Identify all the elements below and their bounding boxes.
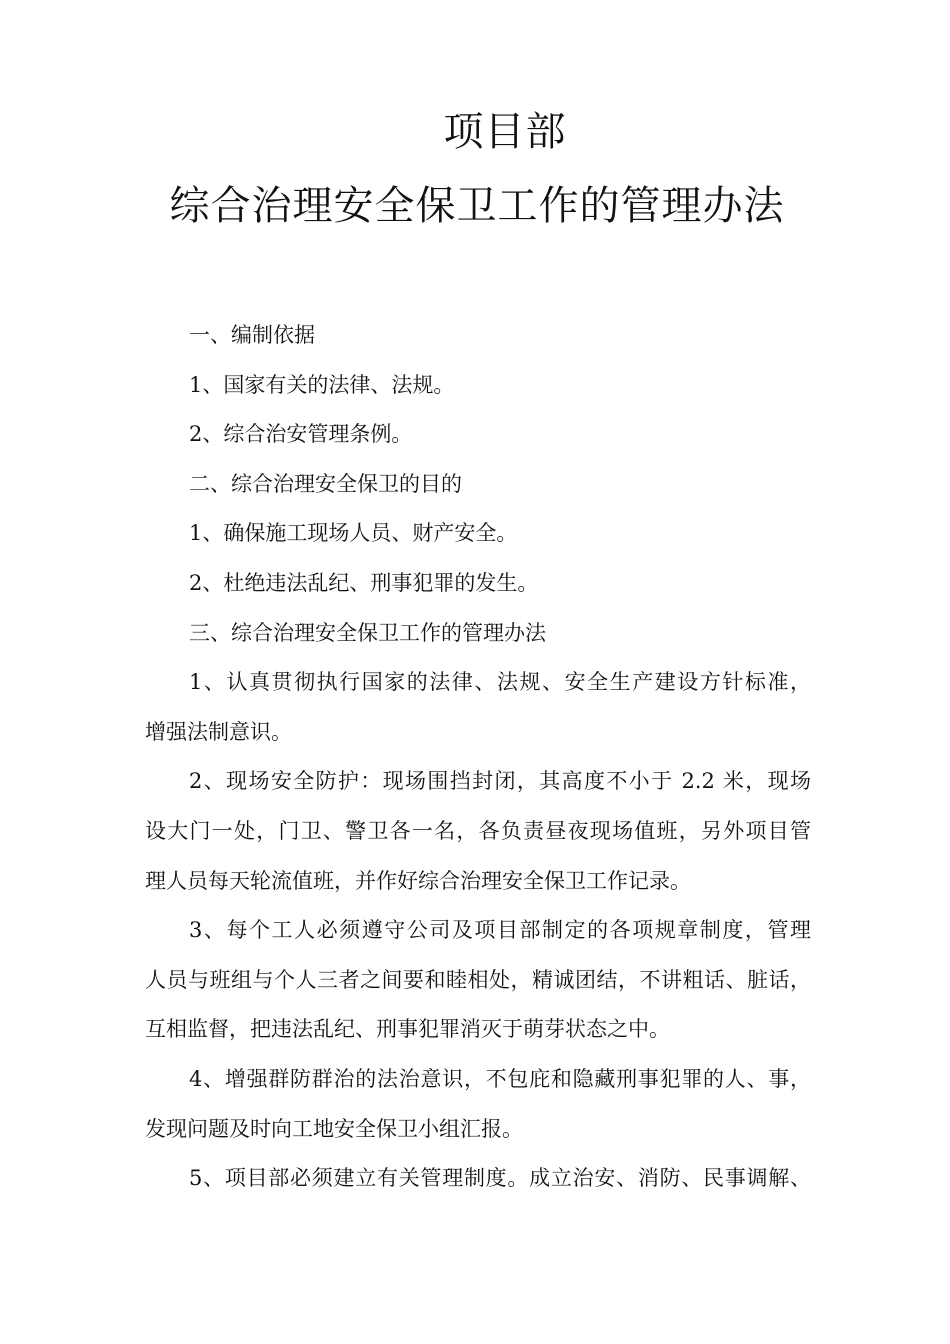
paragraph-line: 1、确保施工现场人员、财产安全。	[189, 521, 518, 546]
document-title-line-2: 综合治理安全保卫工作的管理办法	[169, 183, 785, 229]
paragraph-line: 人员与班组与个人三者之间要和睦相处，精诚团结，不讲粗话、脏话，	[145, 967, 811, 992]
section-heading-methods: 三、综合治理安全保卫工作的管理办法	[189, 620, 546, 645]
section-heading-purpose: 二、综合治理安全保卫的目的	[189, 471, 462, 496]
document-title-line-1: 项目部	[443, 109, 567, 155]
document-body	[145, 311, 811, 1204]
paragraph-line: 4、增强群防群治的法治意识，不包庇和隐藏刑事犯罪的人、事，	[189, 1066, 811, 1091]
paragraph-line: 互相监督，把违法乱纪、刑事犯罪消灭于萌芽状态之中。	[145, 1017, 670, 1042]
section-heading-basis: 一、编制依据	[189, 323, 315, 347]
paragraph-line: 设大门一处，门卫、警卫各一名，各负责昼夜现场值班，另外项目管	[145, 818, 811, 843]
paragraph-line: 理人员每天轮流值班，并作好综合治理安全保卫工作记录。	[145, 868, 691, 893]
paragraph-line: 1、国家有关的法律、法规。	[189, 372, 455, 397]
paragraph-line: 发现问题及时向工地安全保卫小组汇报。	[145, 1116, 523, 1141]
paragraph-line: 3、每个工人必须遵守公司及项目部制定的各项规章制度，管理	[189, 918, 811, 943]
paragraph-line: 2、现场安全防护：现场围挡封闭，其高度不小于 2.2 米，现场	[189, 769, 811, 794]
paragraph-line: 增强法制意识。	[145, 719, 292, 744]
paragraph-line: 2、综合治安管理条例。	[189, 422, 413, 447]
paragraph-line: 2、杜绝违法乱纪、刑事犯罪的发生。	[189, 570, 539, 595]
paragraph-line: 5、项目部必须建立有关管理制度。成立治安、消防、民事调解、	[189, 1166, 811, 1191]
paragraph-line: 1、认真贯彻执行国家的法律、法规、安全生产建设方针标准，	[189, 670, 811, 695]
